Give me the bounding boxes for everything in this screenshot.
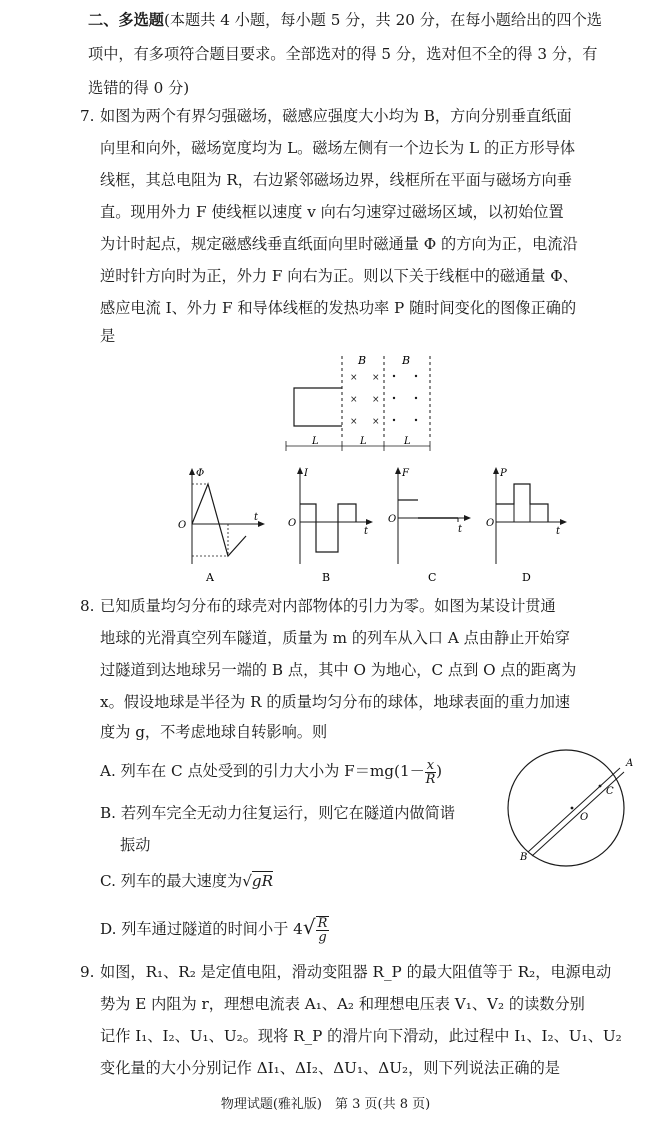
graph-d-y-label: P (500, 468, 507, 479)
q7-line: 线框，其总电阻为 R，右边紧邻磁场边界，线框所在平面与磁场方向垂 (100, 171, 572, 189)
q7-line: 向里和向外，磁场宽度均为 L。磁场左侧有一个边长为 L 的正方形导体 (100, 139, 576, 157)
q9-line: 记作 I₁、I₂、U₁、U₂。现将 R_P 的滑片向下滑动，此过程中 I₁、I₂、U₁、U₂ (100, 1027, 622, 1045)
svg-text:×: × (372, 417, 380, 427)
graph-c (388, 464, 484, 586)
svg-text:×: × (372, 373, 380, 383)
section-header (88, 4, 640, 36)
question-number: 7. (80, 107, 95, 125)
graph-b-curve (300, 504, 356, 552)
graph-a (172, 464, 268, 586)
earth-tunnel-figure (492, 748, 642, 872)
point-a-label: A (626, 758, 634, 769)
svg-text:×: × (350, 417, 358, 427)
graph-d-option: D (522, 571, 531, 584)
graph-d-x-label: t (556, 526, 561, 537)
svg-text:×: × (350, 395, 358, 405)
section-instruction-line: 项中，有多项符合题目要求。全部选对的得 5 分，选对但不全的得 3 分，有 (88, 45, 598, 63)
graph-b (286, 464, 382, 586)
q7-line: 逆时针方向时为正，外力 F 向右为正。则以下关于线框中的磁通量 Φ、 (100, 267, 578, 285)
graph-a-curve (192, 484, 246, 556)
graph-a-option: A (206, 571, 214, 584)
fraction-denominator: g (318, 930, 327, 945)
fraction (316, 916, 330, 944)
section-title: 二、多选题 (88, 11, 164, 29)
q7-line: 感应电流 I、外力 F 和导体线框的发热功率 P 随时间变化的图像正确的 (100, 299, 577, 317)
point-b-label: B (520, 852, 528, 863)
fraction (425, 759, 436, 786)
graph-d-curve (496, 484, 548, 522)
q8-option-c (100, 866, 273, 896)
graph-b-x-label: t (364, 526, 369, 537)
svg-text:×: × (350, 373, 358, 383)
sqrt-sign: √ (242, 872, 252, 890)
graph-d (488, 464, 584, 586)
q7-line: 是 (100, 327, 116, 345)
sqrt-sign: √ (302, 915, 316, 939)
graph-b-option: B (322, 571, 331, 584)
q8-option-d (100, 912, 329, 944)
graph-b-origin: O (288, 518, 297, 529)
graph-b-y-label: I (304, 468, 308, 479)
question-number: 8. (80, 597, 95, 615)
q8-option-b-cont: 振动 (120, 836, 151, 854)
svg-text:×: × (372, 395, 380, 405)
graph-c-option: C (428, 571, 437, 584)
fraction-denominator: R (425, 771, 436, 787)
graph-d-origin: O (486, 518, 495, 529)
q8-option-a (100, 756, 442, 786)
question-number: 9. (80, 963, 95, 981)
dimension-label-l3: L (404, 436, 411, 447)
q8-line: 已知质量均匀分布的球壳对内部物体的引力为零。如图为某设计贯通 (100, 597, 556, 615)
sqrt-radicand: gR (251, 872, 274, 890)
q9-line: 势为 E 内阻为 r，理想电流表 A₁、A₂ 和理想电压表 V₁、V₂ 的读数分别 (100, 995, 585, 1013)
q8-option-c-text: C. 列车的最大速度为 (100, 872, 243, 890)
section-instruction-line: (本题共 4 小题，每小题 5 分，共 20 分，在每小题给出的四个选 (163, 11, 602, 29)
q7-line: 直。现用外力 F 使线框以速度 v 向右匀速穿过磁场区域，以初始位置 (100, 203, 564, 221)
page-footer: 物理试题(雅礼版) 第 3 页(共 8 页) (220, 1097, 431, 1112)
graph-a-origin: O (178, 520, 187, 531)
q7-line: 为计时起点，规定磁感线垂直纸面向里时磁通量 Φ 的方向为正，电流沿 (100, 235, 578, 253)
fraction-numerator: R (317, 916, 328, 931)
section-instruction-line: 选错的得 0 分) (88, 79, 190, 97)
q9-line: 如图，R₁、R₂ 是定值电阻，滑动变阻器 R_P 的最大阻值等于 R₂，电源电动 (100, 963, 612, 981)
q8-option-a-close: ) (436, 762, 443, 780)
magnetic-field-figure (280, 348, 450, 458)
q8-option-a-text: A. 列车在 C 点处受到的引力大小为 F＝mg(1－ (100, 762, 425, 780)
q8-line: x。假设地球是半径为 R 的质量均匀分布的球体，地球表面的重力加速 (100, 693, 571, 711)
q8-option-b: B. 若列车完全无动力往复运行，则它在隧道内做简谐 (100, 804, 455, 822)
field-label-b1: B (358, 354, 367, 367)
graph-a-x-label: t (254, 512, 259, 523)
point-o-label: O (580, 812, 589, 823)
q8-option-d-text: D. 列车通过隧道的时间小于 4 (100, 920, 303, 938)
dimension-label-l2: L (360, 436, 367, 447)
point-c-label: C (606, 786, 614, 797)
q8-line: 地球的光滑真空列车隧道，质量为 m 的列车从入口 A 点由静止开始穿 (100, 629, 570, 647)
field-label-b2: B (402, 354, 411, 367)
graph-c-origin: O (388, 514, 397, 525)
graph-a-y-label: Φ (196, 468, 205, 479)
q8-line: 过隧道到达地球另一端的 B 点，其中 O 为地心，C 点到 O 点的距离为 (100, 661, 577, 679)
q7-line: 如图为两个有界匀强磁场，磁感应强度大小均为 B，方向分别垂直纸面 (100, 107, 572, 125)
fraction-numerator: x (426, 757, 435, 773)
graph-c-x-label: t (458, 524, 463, 535)
q8-line: 度为 g，不考虑地球自转影响。则 (100, 723, 328, 741)
q9-line: 变化量的大小分别记作 ΔI₁、ΔI₂、ΔU₁、ΔU₂，则下列说法正确的是 (100, 1059, 560, 1077)
graph-c-y-label: F (402, 468, 409, 479)
dimension-label-l1: L (312, 436, 319, 447)
